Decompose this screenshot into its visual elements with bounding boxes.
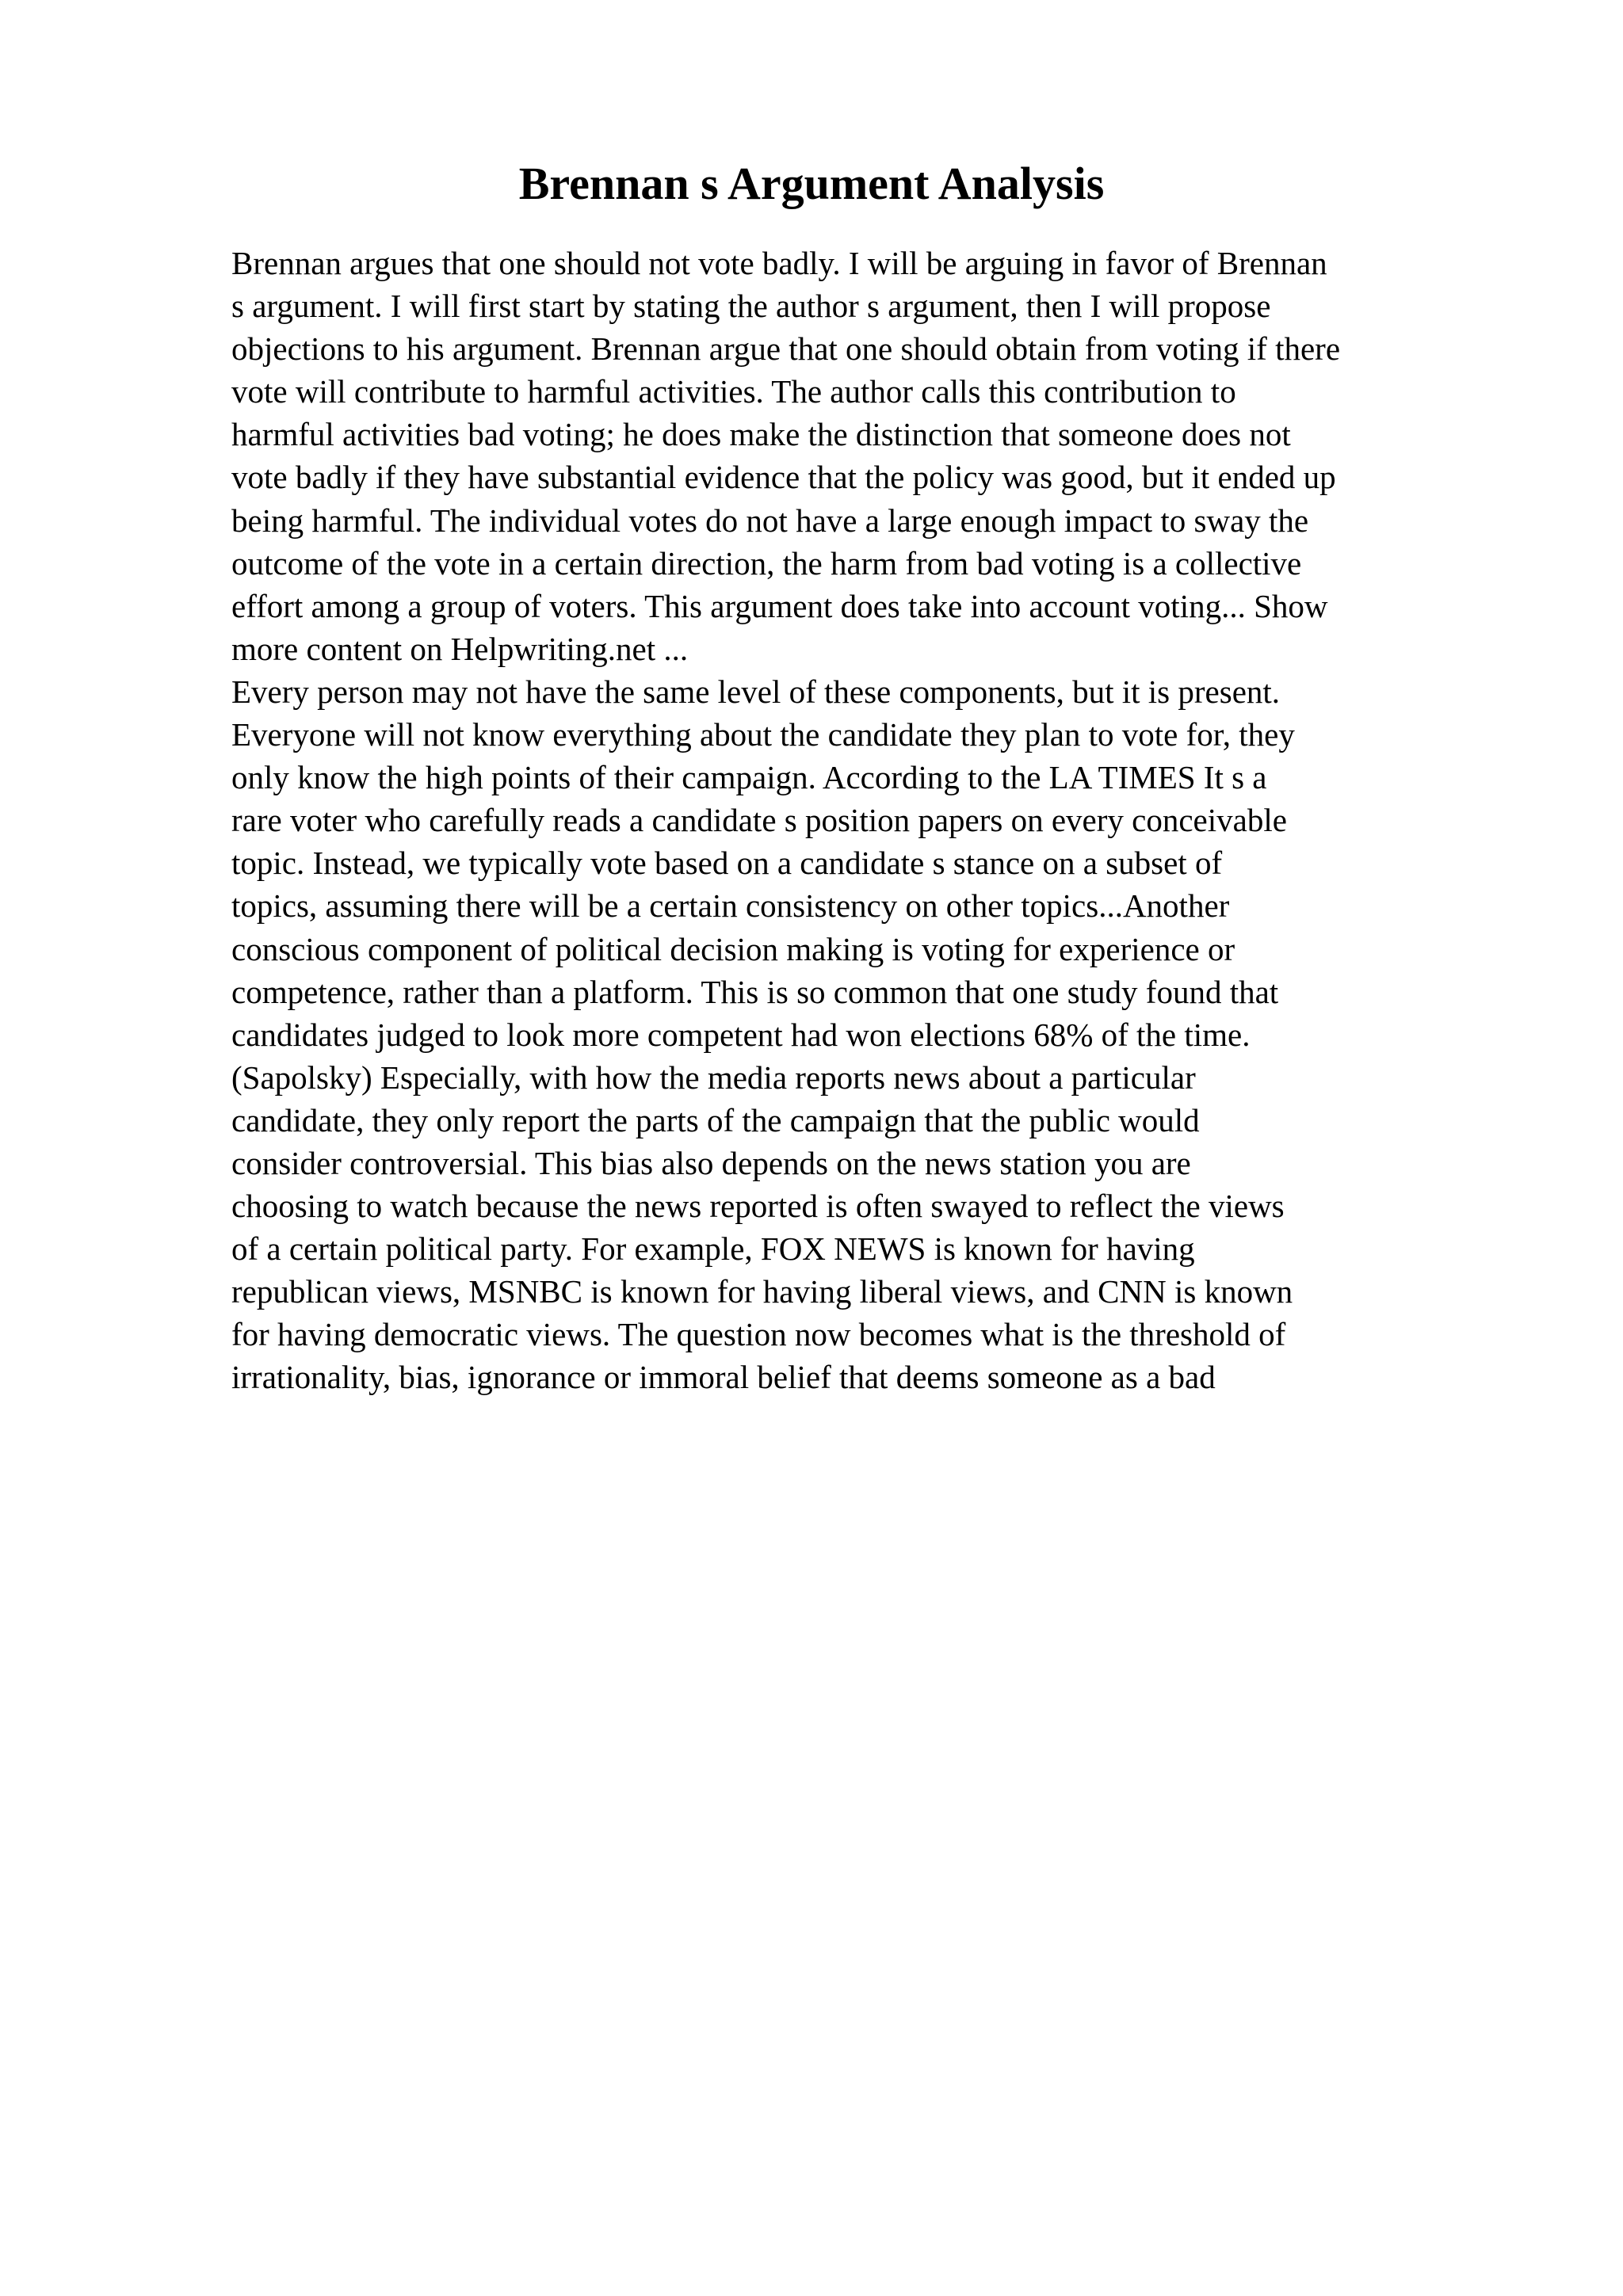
body-line: s argument. I will first start by stating the author s argument, then I will propose <box>231 288 1271 325</box>
body-line: objections to his argument. Brennan argue that one should obtain from voting if there <box>231 330 1341 368</box>
body-line: of a certain political party. For example, FOX NEWS is known for having <box>231 1230 1195 1268</box>
body-line: only know the high points of their campaign. According to the LA TIMES It s a <box>231 759 1267 796</box>
body-line: topics, assuming there will be a certain consistency on other topics...Another <box>231 887 1230 925</box>
document-title: Brennan s Argument Analysis <box>518 158 1105 209</box>
body-line: vote badly if they have substantial evidence that the policy was good, but it ended up <box>231 459 1336 496</box>
body-line: irrationality, bias, ignorance or immoral belief that deems someone as a bad <box>231 1359 1216 1396</box>
body-line: competence, rather than a platform. This is so common that one study found that <box>231 973 1279 1010</box>
body-line: candidate, they only report the parts of the campaign that the public would <box>231 1101 1200 1138</box>
body-line: Brennan argues that one should not vote badly. I will be arguing in favor of Brennan <box>231 245 1327 281</box>
body-line: topic. Instead, we typically vote based on a candidate s stance on a subset of <box>231 845 1223 882</box>
body-line: consider controversial. This bias also depends on the news station you are <box>231 1144 1191 1181</box>
body-line: effort among a group of voters. This argument does take into account voting... Show <box>231 587 1328 624</box>
body-line: harmful activities bad voting; he does make the distinction that someone does not <box>231 416 1291 453</box>
body-line: choosing to watch because the news reported is often swayed to reflect the views <box>231 1188 1285 1225</box>
body-line: (Sapolsky) Especially, with how the media reports news about a particular <box>231 1058 1196 1096</box>
body-line: for having democratic views. The question now becomes what is the threshold of <box>231 1316 1286 1353</box>
body-line: rare voter who carefully reads a candidate s position papers on every conceivable <box>231 802 1287 839</box>
body-line: candidates judged to look more competent had won elections 68% of the time. <box>231 1016 1251 1053</box>
document-body <box>231 242 1515 1399</box>
body-line: more content on Helpwriting.net ... <box>231 630 689 667</box>
body-line: being harmful. The individual votes do not have a large enough impact to sway the <box>231 502 1309 539</box>
body-line: outcome of the vote in a certain direction, the harm from bad voting is a collective <box>231 544 1302 582</box>
body-line: republican views, MSNBC is known for having liberal views, and CNN is known <box>231 1273 1293 1310</box>
body-line: Every person may not have the same level of these components, but it is present. <box>231 673 1281 710</box>
body-line: vote will contribute to harmful activities. The author calls this contribution to <box>231 373 1236 410</box>
body-line: conscious component of political decision making is voting for experience or <box>231 930 1235 967</box>
body-line: Everyone will not know everything about the candidate they plan to vote for, they <box>231 716 1295 753</box>
